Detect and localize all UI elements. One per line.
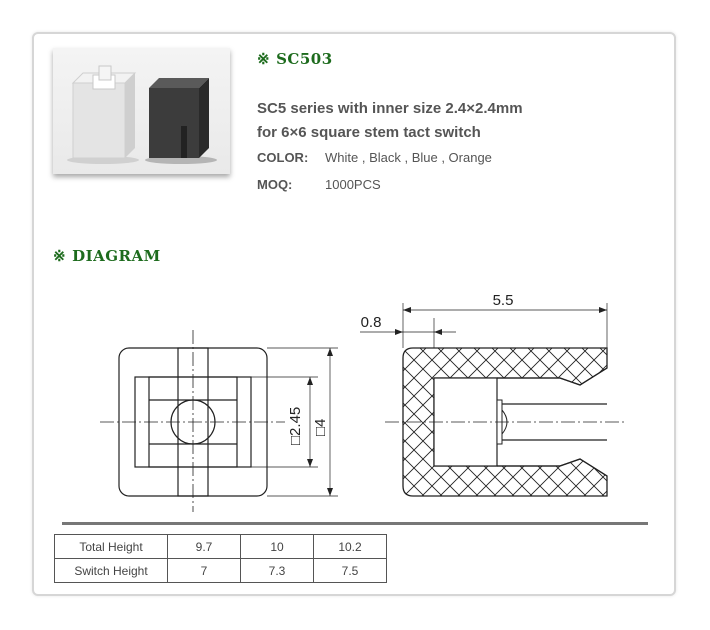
dimension-wall: 0.8 — [360, 314, 382, 331]
table-cell: 9.7 — [168, 535, 241, 559]
dimension-width: 5.5 — [492, 292, 514, 309]
section-view-drawing — [360, 303, 625, 496]
table-cell: 7.3 — [241, 559, 314, 583]
description-line-1: SC5 series with inner size 2.4×2.4mm — [257, 100, 523, 117]
dimension-outer: □4 — [312, 418, 329, 436]
height-table — [54, 534, 387, 583]
color-value: White , Black , Blue , Orange — [325, 150, 492, 165]
color-label: COLOR: — [257, 150, 309, 165]
dimension-inner: □2.45 — [287, 406, 304, 445]
table-cell: 10.2 — [314, 535, 387, 559]
table-row — [55, 535, 387, 559]
reference-mark-icon: ※ — [53, 247, 67, 265]
table-cell: 7 — [168, 559, 241, 583]
moq-value: 1000PCS — [325, 177, 381, 192]
table-row — [55, 559, 387, 583]
table-cell: 7.5 — [314, 559, 387, 583]
description-line-2: for 6×6 square stem tact switch — [257, 124, 481, 141]
product-code: SC503 — [276, 50, 333, 68]
reference-mark-icon: ※ — [257, 50, 271, 68]
row-label: Total Height — [55, 535, 168, 559]
section-divider — [62, 522, 648, 525]
moq-label: MOQ: — [257, 177, 293, 192]
diagram-title: DIAGRAM — [72, 247, 161, 265]
row-label: Switch Height — [55, 559, 168, 583]
table-cell: 10 — [241, 535, 314, 559]
